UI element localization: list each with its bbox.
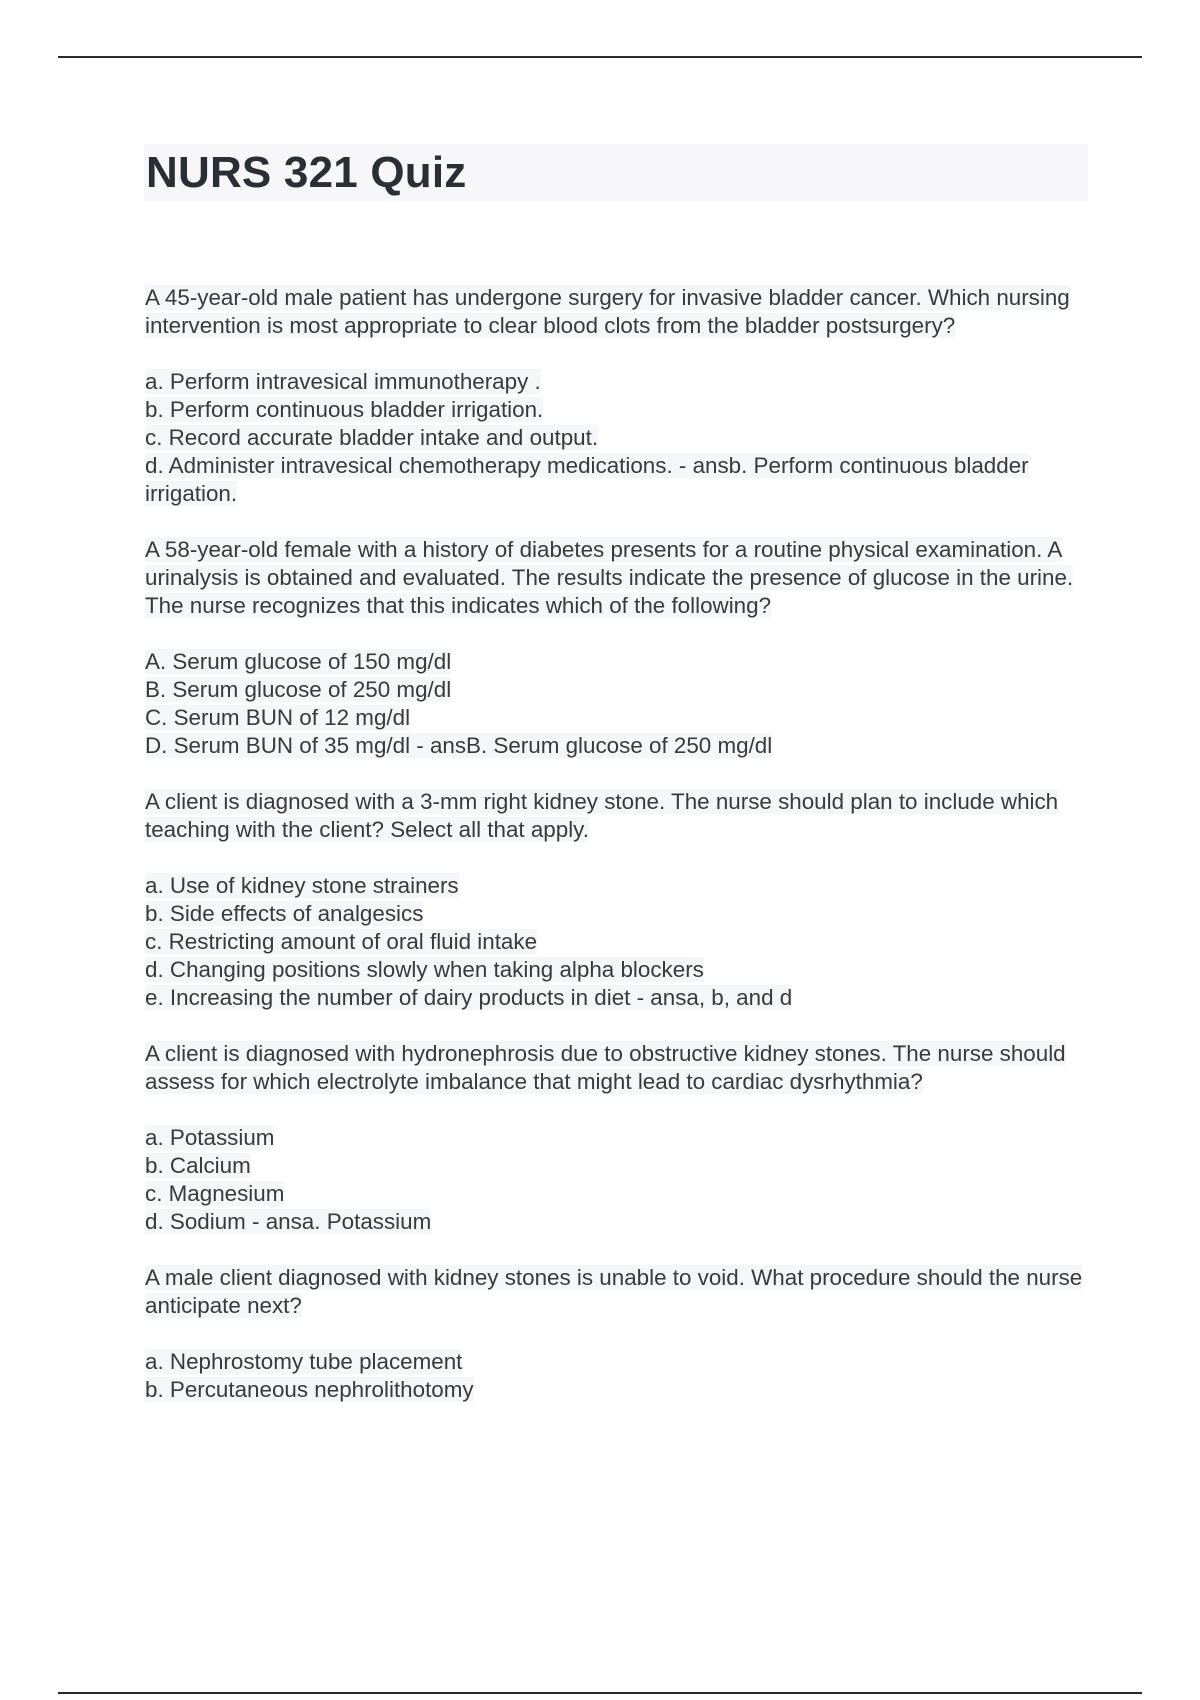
answer-option: a. Use of kidney stone strainers <box>145 873 459 898</box>
question-text: A client is diagnosed with a 3-mm right kidney stone. The nurse should plan to include which teaching with the client? Select all that apply. <box>145 789 1059 842</box>
answer-option: c. Magnesium <box>145 1181 285 1206</box>
answer-option: B. Serum glucose of 250 mg/dl <box>145 677 452 702</box>
question-block-4 <box>145 1040 1090 1236</box>
answer-option: A. Serum glucose of 150 mg/dl <box>145 649 452 674</box>
question-block-3 <box>145 788 1090 1012</box>
answer-options <box>145 368 1090 508</box>
answer-options <box>145 1124 1090 1236</box>
answer-option: a. Perform intravesical immunotherapy . <box>145 369 541 394</box>
quiz-content <box>145 284 1090 1432</box>
answer-option: c. Record accurate bladder intake and output. <box>145 425 599 450</box>
top-rule <box>58 56 1142 58</box>
answer-option: d. Administer intravesical chemotherapy medications. - ansb. Perform continuous bladder irrigation. <box>145 453 1029 506</box>
question-text: A client is diagnosed with hydronephrosis due to obstructive kidney stones. The nurse should assess for which electrolyte imbalance that might lead to cardiac dysrhythmia? <box>145 1041 1066 1094</box>
answer-option: d. Sodium - ansa. Potassium <box>145 1209 432 1234</box>
answer-option: e. Increasing the number of dairy products in diet - ansa, b, and d <box>145 985 793 1010</box>
bottom-rule <box>58 1692 1142 1694</box>
answer-option: D. Serum BUN of 35 mg/dl - ansB. Serum glucose of 250 mg/dl <box>145 733 773 758</box>
answer-option: c. Restricting amount of oral fluid intake <box>145 929 538 954</box>
question-text: A male client diagnosed with kidney stones is unable to void. What procedure should the nurse anticipate next? <box>145 1265 1083 1318</box>
answer-option: b. Percutaneous nephrolithotomy <box>145 1377 474 1402</box>
answer-option: a. Nephrostomy tube placement <box>145 1349 463 1374</box>
question-block-1 <box>145 284 1090 508</box>
answer-option: b. Perform continuous bladder irrigation. <box>145 397 544 422</box>
page-title: NURS 321 Quiz <box>146 148 467 197</box>
question-text: A 58-year-old female with a history of diabetes presents for a routine physical examination. A urinalysis is obtained and evaluated. The results indicate the presence of glucose in the urine. The nurse recognizes that this indicates which of the following? <box>145 537 1074 618</box>
answer-option: a. Potassium <box>145 1125 275 1150</box>
answer-option: C. Serum BUN of 12 mg/dl <box>145 705 411 730</box>
question-text: A 45-year-old male patient has undergone surgery for invasive bladder cancer. Which nursing intervention is most appropriate to clear blood clots from the bladder postsurgery? <box>145 285 1070 338</box>
answer-options <box>145 648 1090 760</box>
answer-options <box>145 872 1090 1012</box>
answer-option: b. Side effects of analgesics <box>145 901 424 926</box>
question-block-5 <box>145 1264 1090 1404</box>
question-block-2 <box>145 536 1090 760</box>
answer-option: b. Calcium <box>145 1153 251 1178</box>
answer-options <box>145 1348 1090 1404</box>
answer-option: d. Changing positions slowly when taking alpha blockers <box>145 957 704 982</box>
